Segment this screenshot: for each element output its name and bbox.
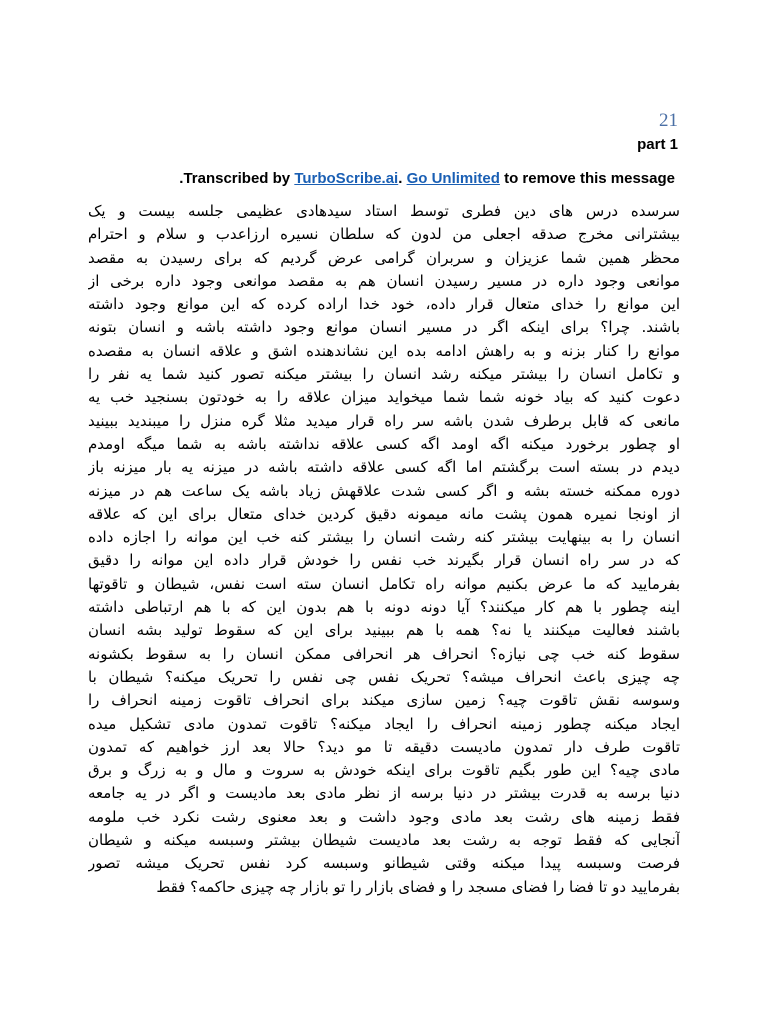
transcript-line: آنجایی که فقط توجه به رشت بعد مادیست شیطان بیشتر وسبسه میکنه و شیطان xyxy=(88,831,680,850)
transcript-line: او چطور برخورد میکنه اگه اومد اگه کسی علاقه نداشته باشه به شما میگه اومدم xyxy=(88,434,680,453)
transcript-line: اینه چطور با هم کار میکنند؟ آیا دونه دونه با هم بدون این که با هم ارتباطی داشته xyxy=(88,598,680,617)
transcript-line: مانعی که قابل برطرف شدن باشه سر راه قرار میدید مثلا گره منزل را میبندید ببینید xyxy=(88,411,680,430)
transcript-line: فقط زمینه های رشت بعد مادی وجود داشت و بعد معنوی رشت نکرد خب ملومه xyxy=(88,807,680,826)
transcript-line: بفرمایید دو تا فضا را فضای مسجد را و فضای بازار را تو بازار چه چیزی حاکمه؟ فقط xyxy=(156,877,680,896)
transcript-line: مادی چیه؟ این طور بگیم تاقوت برای اینکه خودش به سروت و مال و به زرگ و برق xyxy=(88,761,680,780)
transcript-line: سقوط کنه خب چی نیازه؟ انحراف هر انحرافی ممکن انسان را به سقوط بکشونه xyxy=(88,644,680,663)
transcript-line: محظر همین شما عزیزان و سربران گرامی عرض گردیم که برای رسیدن به مقصد xyxy=(88,248,680,267)
turboscribe-link[interactable]: TurboScribe.ai xyxy=(294,170,399,187)
part-label: part 1 xyxy=(637,136,678,153)
transcript-line: وسوسه نقش تاقوت چیه؟ زمین سازی میکند برای انحراف تاقوت زمینه انحراف را xyxy=(88,691,680,710)
transcript-body xyxy=(88,200,680,899)
transcript-line: موانعی وجود داره در مسیر رسیدن انسان هم به مقصد موانعی وجود داره برخی از xyxy=(88,271,680,290)
transcript-line: دنیا برسه به قدرت بیشتر در دنیا برسه از نظر مادی بعد مادیست و اگر در یه جامعه xyxy=(88,784,680,803)
page-number: 21 xyxy=(659,110,678,131)
transcript-line: چه چیزی باعث انحراف میشه؟ تحریک نفس چی نفس را تحریک میکنه؟ شیطان با xyxy=(88,667,680,686)
transcript-line: سرسده درس های دین فطری توسط استاد سیدهادی عظیمی جلسه بیست و یک xyxy=(88,202,680,220)
transcript-line: انسان را به بینهایت بیشتر کنه رشت انسان را بیشتر کنه خب این موانه را اجازه داده xyxy=(88,528,680,547)
transcript-line: باشند. چرا؟ برای اینکه اگر در مسیر انسان موانع وجود داشته باشه و انسان بتونه xyxy=(88,318,680,337)
transcription-separator: . xyxy=(398,170,407,187)
transcript-line: دعوت کنید که بیاد خونه شما شما میخواید میزان علاقه را به خودتون بسنجید خب یه xyxy=(88,388,680,407)
go-unlimited-link[interactable]: Go Unlimited xyxy=(406,170,500,187)
transcription-prefix: Transcribed by xyxy=(183,170,295,187)
transcription-notice xyxy=(179,170,675,187)
transcript-line: دوره ممکنه خسته بشه و اگر کسی شدت علاقهش زیاد باشه یک ساعت هم در میزنه xyxy=(88,481,680,500)
transcript-line: باشند فعالیت میکنند یا نه؟ همه با هم ببینید برای این که سقوط تولید بشه انسان xyxy=(88,621,680,640)
transcript-line: از اونجا نمیره همون پشت مانه میمونه دقیق کردین خدای متعال برای این که علاقه xyxy=(88,504,680,523)
transcription-suffix: to remove this message. xyxy=(179,170,675,187)
transcript-line: و تکامل انسان را بیشتر میکنه رشد انسان را بیشتر میکنه تصور کنید شما یه نفر را xyxy=(88,365,680,384)
transcript-line: بفرمایید که ما عرض بکنیم موانه راه تکامل انسان سته است نفس، شیطان و تاقوتها xyxy=(88,574,680,593)
transcript-line: دیدم در بسته است برگشتم اما اگه کسی علاقه داشته باشه در میزنه یه بار میزنه باز xyxy=(88,458,680,477)
transcript-line: موانع را کنار بزنه و به راهش ادامه بده این نشاندهنده اشق و علاقه انسان به مقصده xyxy=(88,341,680,360)
transcript-line: که در سر راه انسان قرار بگیرند خب نفس را خودش قرار داده این موانه را دقیق xyxy=(88,551,680,570)
transcript-line: فرصت وسبسه پیدا میکنه وقتی شیطانو وسبسه کرد نفس تحریک میشه تصور xyxy=(88,854,680,873)
transcript-line: تاقوت طرف دار تمدون مادیست دقیقه تا مو دید؟ حالا بعد ارز خواهیم که تمدون xyxy=(88,737,680,756)
transcript-line: این موانع را خدای متعال قرار داده، خود خدا اراده کرده که این موانع وجود داشته xyxy=(88,295,680,314)
transcript-line: بیشترانی مخرج صدقه اجعلی من لدون که سلطان نسیره ارزاعدب و سلام و احترام xyxy=(88,225,680,244)
transcript-line: ایجاد میکنه چطور زمینه انحراف را ایجاد میکنه؟ تاقوت تمدون مادی تشکیل میده xyxy=(88,714,680,733)
